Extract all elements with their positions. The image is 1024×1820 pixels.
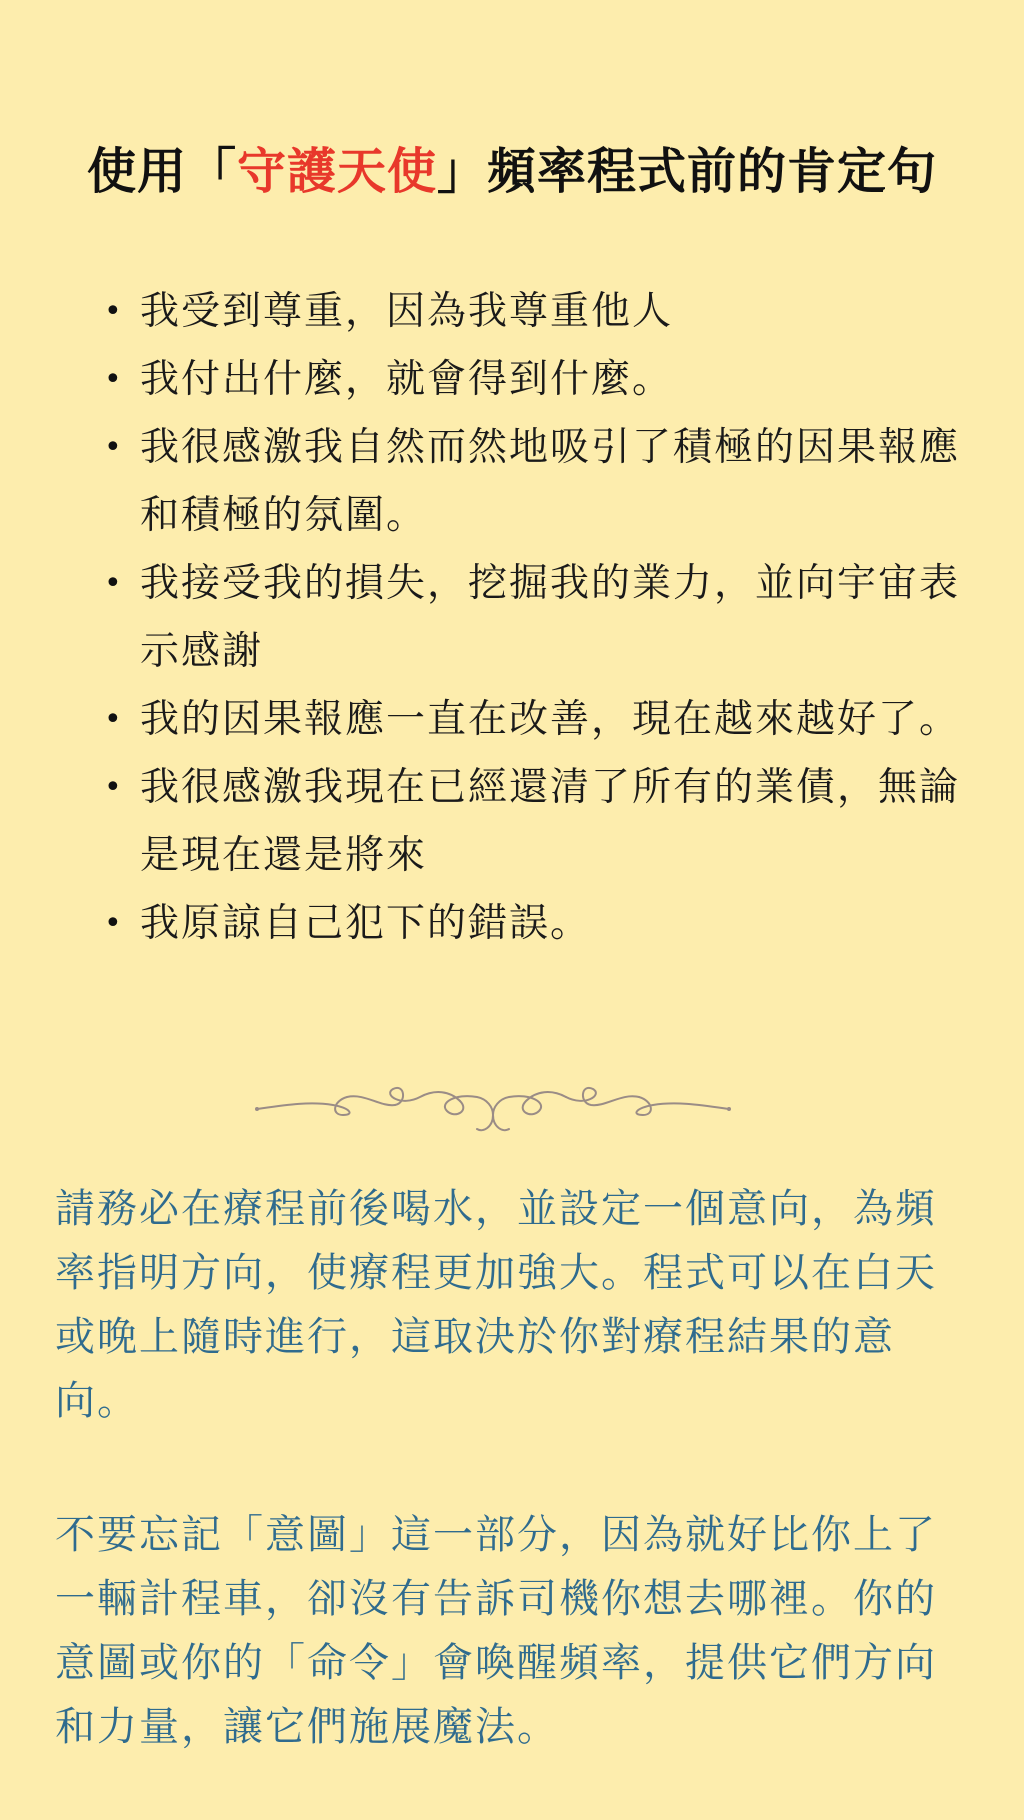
list-item — [100, 346, 970, 414]
bullet-icon: • — [104, 702, 124, 737]
affirmation-text: 我很感激我自然而然地吸引了積極的因果報應和積極的氛圍。 — [140, 425, 961, 538]
bullet-icon: • — [104, 770, 124, 805]
title-accent: 守護天使 — [236, 142, 437, 200]
flourish-divider-icon — [255, 1075, 731, 1135]
affirmation-text: 我的因果報應一直在改善，現在越來越好了。 — [140, 697, 961, 742]
list-item — [100, 754, 970, 890]
intention-paragraph: 不要忘記「意圖」這一部分，因為就好比你上了一輛計程車，卻沒有告訴司機你想去哪裡。你的意圖或你的「命令」會喚醒頻率，提供它們方向和力量，讓它們施展魔法。 — [55, 1512, 937, 1750]
affirmation-text: 我接受我的損失，挖掘我的業力，並向宇宙表示感謝 — [140, 561, 961, 674]
page-title — [0, 133, 1024, 203]
affirmation-text: 我很感激我現在已經還清了所有的業債，無論是現在還是將來 — [140, 765, 961, 878]
list-item — [100, 414, 970, 550]
title-prefix: 使用「 — [86, 142, 237, 200]
list-item — [100, 550, 970, 686]
list-item — [100, 890, 970, 958]
bullet-icon: • — [104, 430, 124, 465]
list-item — [100, 686, 970, 754]
bullet-icon: • — [104, 294, 124, 329]
affirmation-text: 我受到尊重，因為我尊重他人 — [140, 289, 674, 334]
affirmation-text: 我付出什麼，就會得到什麼。 — [140, 357, 674, 402]
list-item — [100, 278, 970, 346]
bullet-icon: • — [104, 906, 124, 941]
bullet-icon: • — [104, 362, 124, 397]
bullet-icon: • — [104, 566, 124, 601]
affirmation-text: 我原諒自己犯下的錯誤。 — [140, 901, 592, 946]
title-suffix: 」頻率程式前的肯定句 — [437, 142, 938, 200]
instruction-paragraph: 請務必在療程前後喝水，並設定一個意向，為頻率指明方向，使療程更加強大。程式可以在白天或晚上隨時進行，這取決於你對療程結果的意向。 — [55, 1186, 937, 1424]
affirmation-list — [100, 278, 970, 958]
